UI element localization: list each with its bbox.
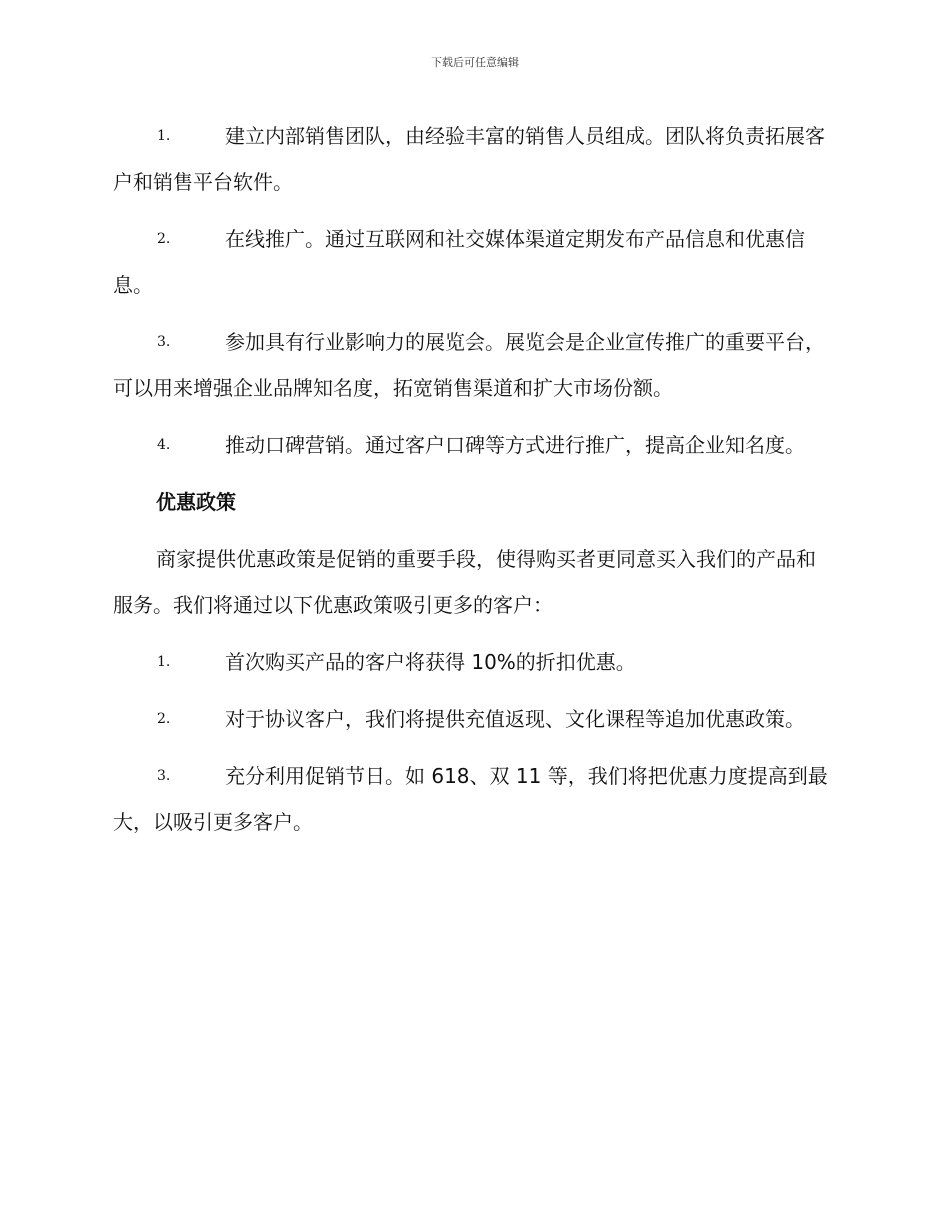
list-item-text: 充分利用促销节日。如 618、双 11 等，我们将把优惠力度提高到最大，以吸引更多客户。: [113, 764, 828, 834]
list-number: 1.: [157, 128, 171, 144]
list-item-text: 在线推广。通过互联网和社交媒体渠道定期发布产品信息和优惠信息。: [113, 227, 805, 297]
list-item-text: 对于协议客户，我们将提供充值返现、文化课程等追加优惠政策。: [225, 707, 805, 731]
document-body: [113, 113, 835, 856]
list-item: [113, 113, 835, 205]
list-item: [113, 422, 835, 468]
list-number: 1.: [157, 654, 171, 670]
list-item: [113, 216, 835, 308]
list-item-text: 建立内部销售团队，由经验丰富的销售人员组成。团队将负责拓展客户和销售平台软件。: [113, 124, 825, 194]
list-item-text: 参加具有行业影响力的展览会。展览会是企业宣传推广的重要平台，可以用来增强企业品牌知名度，拓宽销售渠道和扩大市场份额。: [113, 330, 825, 400]
list-item: [113, 753, 835, 845]
list-number: 2.: [157, 231, 171, 247]
list-item: [113, 696, 835, 742]
list-number: 2.: [157, 711, 171, 727]
list-item-text: 首次购买产品的客户将获得 10%的折扣优惠。: [225, 650, 636, 674]
intro-paragraph: 商家提供优惠政策是促销的重要手段，使得购买者更同意买入我们的产品和服务。我们将通过以下优惠政策吸引更多的客户：: [113, 547, 816, 617]
list-item: [113, 639, 835, 685]
header-note: 下载后可任意编辑: [431, 56, 519, 69]
list-number: 3.: [157, 334, 171, 350]
list-item-text: 推动口碑营销。通过客户口碑等方式进行推广，提高企业知名度。: [225, 433, 805, 457]
list-number: 3.: [157, 768, 171, 784]
section-heading: 优惠政策: [156, 490, 236, 514]
list-number: 4.: [157, 437, 171, 453]
list-item: [113, 319, 835, 411]
